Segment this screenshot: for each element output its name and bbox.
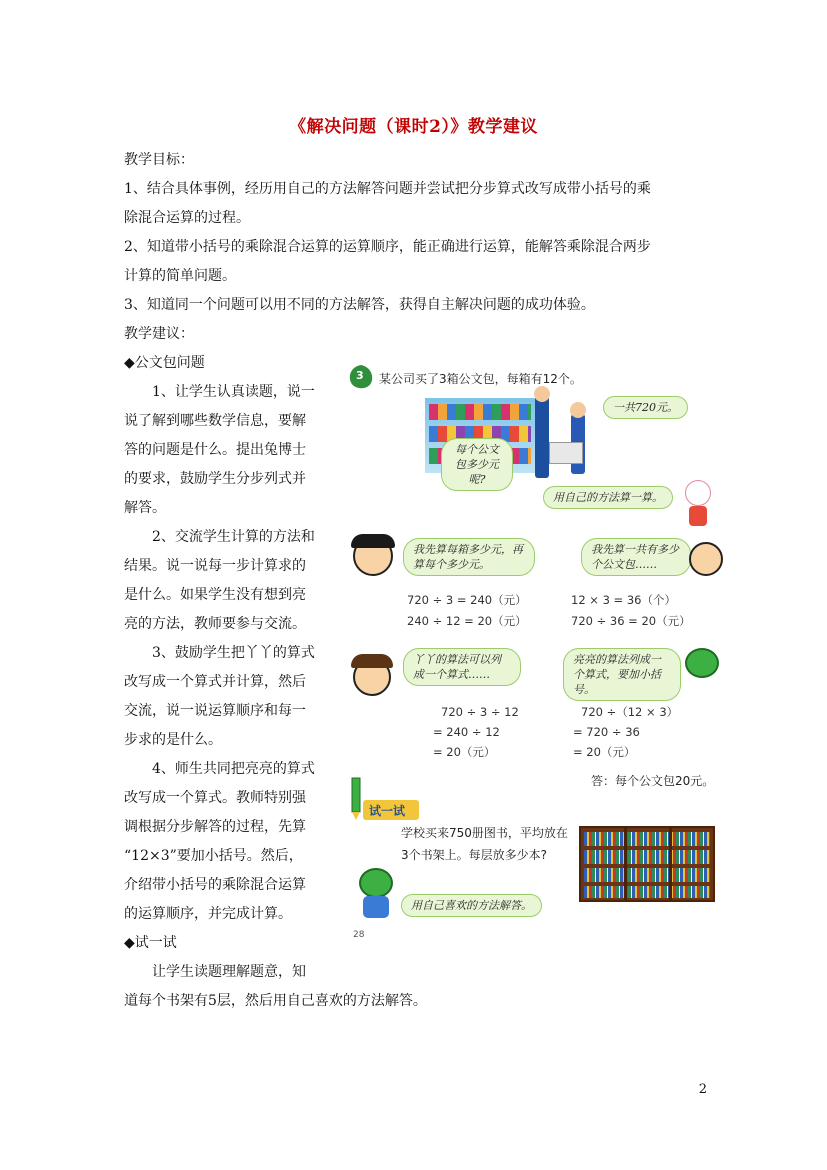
frog-body [363,896,389,918]
combined-right-1: 720 ÷（12 × 3） [581,705,679,719]
rabbit-doctor-avatar [685,480,711,506]
man-head [534,386,550,402]
combined-right-3: = 20（元） [573,745,636,759]
textbook-figure [345,358,725,948]
girl-hair [351,534,395,548]
combined-left-2: = 240 ÷ 12 [433,725,500,739]
bubble-rabbit: 用自己的方法算一算。 [543,486,673,509]
frog-avatar [685,648,719,678]
bubble-yaya: 丫丫的算法可以列成一个算式…… [403,648,521,686]
objectives-heading: 教学目标： [124,152,194,168]
bubble-boy: 我先算一共有多少个公文包…… [581,538,691,576]
section1-line: 改写成一个算式并计算，然后 [124,674,306,690]
girl-calc-1: 720 ÷ 3 = 240（元） [407,593,527,607]
problem-text: 某公司买了3箱公文包，每箱有12个。 [379,372,582,386]
answer-text: 答：每个公文包20元。 [591,774,715,788]
section1-line: 调根据分步解答的过程，先算 [124,819,306,835]
textbook-page-label: 28 [353,930,365,940]
bubble-total: 一共720元。 [603,396,688,419]
section1-line: 4、师生共同把亮亮的算式 [152,761,315,777]
section1-line: 改写成一个算式。教师特别强 [124,790,306,806]
bubble-frog: 用自己喜欢的方法解答。 [401,894,542,917]
section1-line: “12×3”要加小括号。然后， [124,848,303,864]
page-number: 2 [698,1082,707,1097]
frog-avatar-2 [359,868,393,898]
combined-left-3: = 20（元） [433,745,496,759]
section1-line: 是什么。如果学生没有想到亮 [124,587,306,603]
combined-right-2: = 720 ÷ 36 [573,725,640,739]
section2-line2: 道每个书架有5层，然后用自己喜欢的方法解答。 [124,993,427,1009]
section1-heading: ◆公文包问题 [124,355,205,371]
box-illustration [549,442,583,464]
problem-number: 3 [356,369,364,382]
bubble-liang: 亮亮的算法列成一个算式，要加小括号。 [563,648,681,701]
try-problem-line2: 3个书架上。每层放多少本? [401,848,548,862]
section1-line: 的要求，鼓励学生分步列式并 [124,471,306,487]
section1-line: 交流，说一说运算顺序和每一 [124,703,306,719]
objective-1-line1: 1、结合具体事例，经历用自己的方法解答问题并尝试把分步算式改写成带小括号的乘 [124,181,651,197]
section1-line: 说了解到哪些数学信息，要解 [124,413,306,429]
boy-liangliang-avatar [689,542,723,576]
bubble-question: 每个公文包多少元呢? [441,438,513,491]
objective-2-line2: 计算的简单问题。 [124,268,236,284]
section1-line: 结果。说一说每一步计算求的 [124,558,306,574]
section1-line: 答的问题是什么。提出兔博士 [124,442,306,458]
section1-line: 的运算顺序，并完成计算。 [124,906,292,922]
pencil-icon [349,776,363,822]
section1-line: 步求的是什么。 [124,732,222,748]
bookshelves-illustration [579,826,715,902]
try-label: 试一试 [369,804,406,818]
section1-line: 介绍带小括号的乘除混合运算 [124,877,306,893]
rabbit-body [689,506,707,526]
section2-heading: ◆试一试 [124,935,177,951]
section1-line: 亮的方法，教师要参与交流。 [124,616,306,632]
boy-hair [351,654,393,668]
section2-line1: 让学生读题理解题意，知 [152,964,306,980]
boy-calc-1: 12 × 3 = 36（个） [571,593,676,607]
try-problem-line1: 学校买来750册图书，平均放在 [401,826,568,840]
section1-line: 解答。 [124,500,166,516]
objective-3: 3、知道同一个问题可以用不同的方法解答，获得自主解决问题的成功体验。 [124,297,595,313]
man-figure [535,396,549,478]
combined-left-1: 720 ÷ 3 ÷ 12 [441,705,519,719]
section1-line: 3、鼓励学生把丫丫的算式 [152,645,315,661]
bubble-girl: 我先算每箱多少元，再算每个多少元。 [403,538,535,576]
boy-calc-2: 720 ÷ 36 = 20（元） [571,614,691,628]
objective-2-line1: 2、知道带小括号的乘除混合运算的运算顺序，能正确进行运算，能解答乘除混合两步 [124,239,651,255]
objective-1-line2: 除混合运算的过程。 [124,210,250,226]
section1-line: 1、让学生认真读题，说一 [152,384,315,400]
section1-line: 2、交流学生计算的方法和 [152,529,315,545]
suggestions-heading: 教学建议： [124,326,194,342]
woman-head [570,402,586,418]
girl-calc-2: 240 ÷ 12 = 20（元） [407,614,527,628]
page-title: 《解决问题（课时2）》教学建议 [289,117,538,137]
